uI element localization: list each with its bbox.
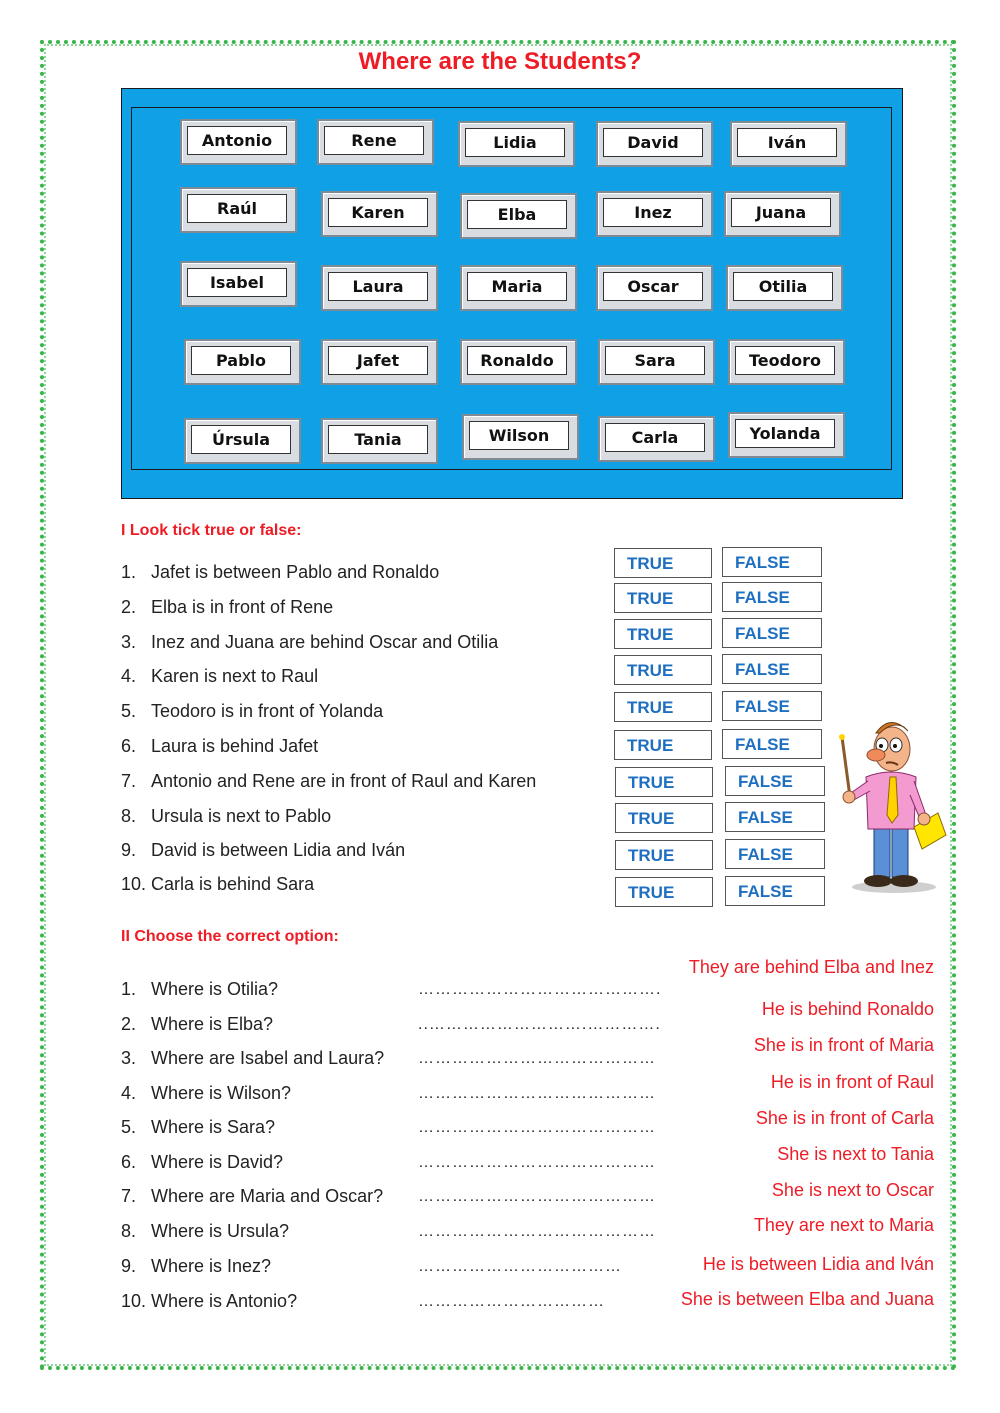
student-desk bbox=[460, 265, 577, 311]
question-text: Where is Otilia? bbox=[151, 979, 279, 999]
statement-number: 4. bbox=[121, 666, 137, 686]
section2-title: II Choose the correct option: bbox=[121, 928, 339, 945]
student-name-card: Pablo bbox=[191, 346, 291, 375]
statement-number: 7. bbox=[121, 771, 137, 791]
question-number: 9. bbox=[121, 1256, 137, 1276]
statement-number: 9. bbox=[121, 840, 137, 860]
false-option-box[interactable]: FALSE bbox=[722, 582, 822, 612]
student-desk bbox=[180, 261, 297, 307]
student-desk bbox=[728, 339, 845, 385]
answer-line[interactable]: …………………………… bbox=[418, 1293, 605, 1310]
student-desk bbox=[180, 119, 297, 165]
statement-item bbox=[121, 736, 318, 757]
student-desk bbox=[730, 121, 847, 167]
question-number: 6. bbox=[121, 1152, 137, 1172]
question-item bbox=[121, 1221, 289, 1242]
student-name-card: Raúl bbox=[187, 194, 287, 223]
question-number: 4. bbox=[121, 1083, 137, 1103]
answer-option[interactable]: She is next to Oscar bbox=[771, 1180, 934, 1200]
student-name-card: Oscar bbox=[603, 272, 703, 301]
student-desk bbox=[180, 187, 297, 233]
false-option-box[interactable]: FALSE bbox=[725, 876, 825, 906]
student-name-card: Inez bbox=[603, 198, 703, 227]
page-title: Where are the Students? bbox=[358, 48, 642, 75]
answer-line[interactable]: …………………………………… bbox=[418, 1119, 656, 1136]
statement-number: 3. bbox=[121, 632, 137, 652]
false-option-box[interactable]: FALSE bbox=[722, 547, 822, 577]
student-desk bbox=[184, 418, 301, 464]
student-desk bbox=[460, 339, 577, 385]
student-name-card: Maria bbox=[467, 272, 567, 301]
student-desk bbox=[598, 416, 715, 462]
student-desk bbox=[598, 339, 715, 385]
student-name-card: Wilson bbox=[469, 421, 569, 450]
statement-text: Antonio and Rene are in front of Raul and Karen bbox=[151, 771, 537, 791]
student-name-card: Úrsula bbox=[191, 425, 291, 454]
answer-option[interactable]: He is behind Ronaldo bbox=[761, 999, 934, 1019]
student-desk bbox=[321, 265, 438, 311]
student-name-card: Iván bbox=[737, 128, 837, 157]
student-desk bbox=[321, 339, 438, 385]
question-number: 1. bbox=[121, 979, 137, 999]
statement-text: Ursula is next to Pablo bbox=[151, 806, 332, 826]
false-option-box[interactable]: FALSE bbox=[725, 839, 825, 869]
false-option-box[interactable]: FALSE bbox=[722, 618, 822, 648]
student-name-card: Ronaldo bbox=[467, 346, 567, 375]
question-item bbox=[121, 1117, 275, 1138]
answer-line[interactable]: ……………………………………. bbox=[418, 981, 662, 998]
statement-item bbox=[121, 806, 331, 827]
question-text: Where are Isabel and Laura? bbox=[151, 1048, 385, 1068]
question-number: 7. bbox=[121, 1186, 137, 1206]
true-option-box[interactable]: TRUE bbox=[615, 877, 713, 907]
question-text: Where is Wilson? bbox=[151, 1083, 292, 1103]
student-desk bbox=[596, 265, 713, 311]
answer-line[interactable]: …………………………………… bbox=[418, 1085, 656, 1102]
question-text: Where is Ursula? bbox=[151, 1221, 290, 1241]
student-desk bbox=[596, 191, 713, 237]
answer-line[interactable]: …………………………………… bbox=[418, 1050, 656, 1067]
false-option-box[interactable]: FALSE bbox=[722, 691, 822, 721]
student-name-card: Laura bbox=[328, 272, 428, 301]
true-option-box[interactable]: TRUE bbox=[614, 583, 712, 613]
student-name-card: Tania bbox=[328, 425, 428, 454]
true-option-box[interactable]: TRUE bbox=[614, 692, 712, 722]
question-number: 10. bbox=[121, 1291, 147, 1311]
student-name-card: Sara bbox=[605, 346, 705, 375]
answer-option[interactable]: He is in front of Raul bbox=[770, 1072, 934, 1092]
statement-item bbox=[121, 701, 383, 722]
false-option-box[interactable]: FALSE bbox=[725, 766, 825, 796]
true-option-box[interactable]: TRUE bbox=[614, 548, 712, 578]
question-item bbox=[121, 1152, 283, 1173]
student-desk bbox=[726, 265, 843, 311]
answer-option[interactable]: They are next to Maria bbox=[753, 1215, 934, 1235]
answer-line[interactable]: …………………………………… bbox=[418, 1188, 656, 1205]
student-name-card: Jafet bbox=[328, 346, 428, 375]
student-name-card: Antonio bbox=[187, 126, 287, 155]
student-name-card: Juana bbox=[731, 198, 831, 227]
question-text: Where is David? bbox=[151, 1152, 284, 1172]
statement-item bbox=[121, 666, 318, 687]
statement-number: 6. bbox=[121, 736, 137, 756]
statement-text: Carla is behind Sara bbox=[151, 874, 315, 894]
student-desk bbox=[596, 121, 713, 167]
false-option-box[interactable]: FALSE bbox=[725, 802, 825, 832]
true-option-box[interactable]: TRUE bbox=[615, 803, 713, 833]
student-name-card: Otilia bbox=[733, 272, 833, 301]
question-number: 3. bbox=[121, 1048, 137, 1068]
true-option-box[interactable]: TRUE bbox=[615, 767, 713, 797]
student-name-card: Teodoro bbox=[735, 346, 835, 375]
true-option-box[interactable]: TRUE bbox=[614, 730, 712, 760]
question-item bbox=[121, 979, 278, 1000]
student-name-card: Isabel bbox=[187, 268, 287, 297]
answer-option[interactable]: She is in front of Carla bbox=[755, 1108, 934, 1128]
question-text: Where are Maria and Oscar? bbox=[151, 1186, 384, 1206]
student-desk bbox=[458, 121, 575, 167]
statement-text: Laura is behind Jafet bbox=[151, 736, 319, 756]
student-desk bbox=[460, 193, 577, 239]
statement-text: Jafet is between Pablo and Ronaldo bbox=[151, 562, 440, 582]
student-desk bbox=[728, 412, 845, 458]
student-desk bbox=[184, 339, 301, 385]
student-desk bbox=[724, 191, 841, 237]
statement-number: 5. bbox=[121, 701, 137, 721]
question-number: 5. bbox=[121, 1117, 137, 1137]
statement-item bbox=[121, 597, 333, 618]
statement-item bbox=[121, 840, 405, 861]
question-item bbox=[121, 1014, 273, 1035]
student-name-card: Yolanda bbox=[735, 419, 835, 448]
student-desk bbox=[321, 418, 438, 464]
answer-line[interactable]: ..……………………….…………. bbox=[418, 1016, 661, 1033]
question-text: Where is Inez? bbox=[151, 1256, 272, 1276]
answer-line[interactable]: ……………………………… bbox=[418, 1258, 622, 1275]
true-option-box[interactable]: TRUE bbox=[614, 655, 712, 685]
answer-option[interactable]: They are behind Elba and Inez bbox=[688, 957, 934, 977]
answer-option[interactable]: She is between Elba and Juana bbox=[680, 1289, 934, 1309]
false-option-box[interactable]: FALSE bbox=[722, 729, 822, 759]
statement-item bbox=[121, 562, 439, 583]
answer-option[interactable]: She is next to Tania bbox=[777, 1144, 934, 1164]
question-text: Where is Elba? bbox=[151, 1014, 274, 1034]
question-number: 8. bbox=[121, 1221, 137, 1241]
question-item bbox=[121, 1083, 291, 1104]
student-name-card: Carla bbox=[605, 423, 705, 452]
answer-option[interactable]: She is in front of Maria bbox=[753, 1035, 934, 1055]
student-desk bbox=[317, 119, 434, 165]
statement-text: Teodoro is in front of Yolanda bbox=[151, 701, 384, 721]
question-text: Where is Antonio? bbox=[151, 1291, 298, 1311]
true-option-box[interactable]: TRUE bbox=[615, 840, 713, 870]
student-name-card: Karen bbox=[328, 198, 428, 227]
statement-text: Inez and Juana are behind Oscar and Otilia bbox=[151, 632, 499, 652]
student-name-card: Elba bbox=[467, 200, 567, 229]
student-name-card: Rene bbox=[324, 126, 424, 155]
statement-number: 8. bbox=[121, 806, 137, 826]
question-item bbox=[121, 1291, 297, 1312]
statement-number: 1. bbox=[121, 562, 137, 582]
statement-text: Karen is next to Raul bbox=[151, 666, 319, 686]
answer-line[interactable]: …………………………………… bbox=[418, 1154, 656, 1171]
student-name-card: Lidia bbox=[465, 128, 565, 157]
statement-text: Elba is in front of Rene bbox=[151, 597, 334, 617]
section1-title: I Look tick true or false: bbox=[121, 522, 302, 539]
false-option-box[interactable]: FALSE bbox=[722, 654, 822, 684]
question-text: Where is Sara? bbox=[151, 1117, 276, 1137]
statement-number: 10. bbox=[121, 874, 147, 894]
statement-item bbox=[121, 874, 314, 895]
answer-line[interactable]: …………………………………… bbox=[418, 1223, 656, 1240]
student-desk bbox=[462, 414, 579, 460]
statement-item bbox=[121, 771, 536, 792]
classroom-seating-plan bbox=[121, 88, 903, 499]
answer-option[interactable]: He is between Lidia and Iván bbox=[702, 1254, 934, 1274]
true-option-box[interactable]: TRUE bbox=[614, 619, 712, 649]
teacher-illustration bbox=[834, 715, 949, 895]
statement-number: 2. bbox=[121, 597, 137, 617]
statement-item bbox=[121, 632, 498, 653]
question-item bbox=[121, 1048, 384, 1069]
statement-text: David is between Lidia and Iván bbox=[151, 840, 406, 860]
student-name-card: David bbox=[603, 128, 703, 157]
student-desk bbox=[321, 191, 438, 237]
question-item bbox=[121, 1186, 383, 1207]
question-number: 2. bbox=[121, 1014, 137, 1034]
question-item bbox=[121, 1256, 271, 1277]
